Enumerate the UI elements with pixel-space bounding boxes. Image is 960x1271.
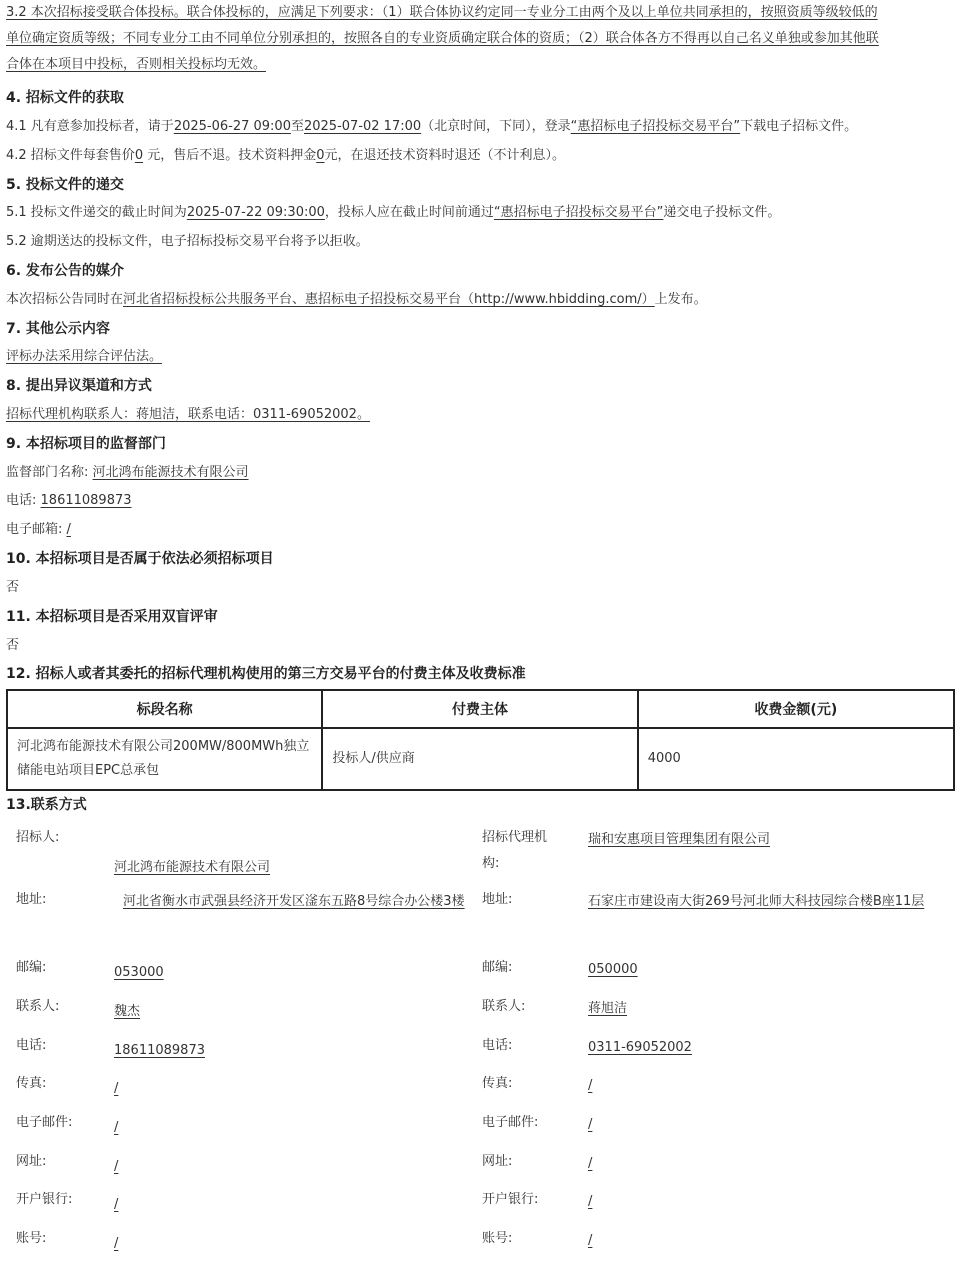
media-link[interactable]: 河北省招标投标公共服务平台、惠招标电子招投标交易平台（http://www.hbidding.com/） <box>123 292 655 307</box>
owner-address-label: 地址: <box>16 892 47 907</box>
section-5-2: 5.2 逾期送达的投标文件，电子招标投标交易平台将予以拒收。 <box>6 234 369 249</box>
agent-email-value: / <box>588 1117 593 1132</box>
text: 元，售后不退。技术资料押金 <box>143 148 317 163</box>
section-7-heading: 7. 其他公示内容 <box>6 321 110 337</box>
agent-fax-label: 传真: <box>482 1076 513 1091</box>
owner-bank-label: 开户银行: <box>16 1192 73 1207</box>
agent-email-label: 电子邮件: <box>482 1115 539 1130</box>
section-11-answer: 否 <box>6 638 20 653</box>
section-3-2 <box>6 0 952 78</box>
section-4-heading: 4. 招标文件的获取 <box>6 90 124 106</box>
section-3-2-line-1: 3.2 本次招标接受联合体投标。联合体投标的，应满足下列要求：（1）联合体协议约定同一专业分工由两个及以上单位共同承担的，按照资质等级较低的 <box>6 5 878 20</box>
text: 4.1 凡有意参加投标者，请于 <box>6 119 174 134</box>
agent-value: 瑞和安惠项目管理集团有限公司 <box>588 832 771 847</box>
section-8-text: 招标代理机构联系人：蒋旭洁，联系电话：0311-69052002。 <box>6 407 370 422</box>
owner-fax-value: / <box>114 1081 119 1096</box>
owner-website-label: 网址: <box>16 1154 47 1169</box>
owner-phone-value: 18611089873 <box>114 1043 205 1058</box>
supervisor-email-value: / <box>66 522 71 537</box>
agent-address-label: 地址: <box>482 892 513 907</box>
owner-website-value: / <box>114 1159 119 1174</box>
agent-bank-label: 开户银行: <box>482 1192 539 1207</box>
agent-bank-value: / <box>588 1194 593 1209</box>
section-5-1 <box>6 202 780 224</box>
section-6-text <box>6 289 707 311</box>
supervisor-phone-value: 18611089873 <box>40 493 132 508</box>
document-price: 0 <box>134 148 144 163</box>
text: （北京时间，下同），登录 <box>421 119 571 134</box>
agent-zip-value: 050000 <box>588 962 638 977</box>
text: 5.1 投标文件递交的截止时间为 <box>6 205 187 220</box>
agent-label: 招标代理机构: <box>482 830 548 871</box>
column-header: 标段名称 <box>7 690 322 728</box>
section-4-1 <box>6 116 857 138</box>
owner-email-value: / <box>114 1120 119 1135</box>
owner-phone-label: 电话: <box>16 1038 47 1053</box>
text: ，投标人应在截止时间前通过 <box>324 205 494 220</box>
text: 至 <box>290 119 304 134</box>
text: 4.2 招标文件每套售价 <box>6 148 135 163</box>
table-cell: 河北鸿布能源技术有限公司200MW/800MWh独立储能电站项目EPC总承包 <box>7 728 322 790</box>
owner-email-label: 电子邮件: <box>16 1115 73 1130</box>
owner-value: 河北鸿布能源技术有限公司 <box>114 860 271 875</box>
text: 递交电子投标文件。 <box>663 205 781 220</box>
deposit: 0 <box>316 148 325 163</box>
agent-account-value: / <box>588 1233 593 1248</box>
section-6-heading: 6. 发布公告的媒介 <box>6 263 124 279</box>
owner-contact-value: 魏杰 <box>114 1004 141 1019</box>
agent-phone-label: 电话: <box>482 1038 513 1053</box>
deadline: 2025-07-22 09:30:00 <box>186 205 325 220</box>
column-header: 付费主体 <box>322 690 637 728</box>
agent-account-label: 账号: <box>482 1231 513 1246</box>
column-header: 收费金额(元) <box>638 690 954 728</box>
label: 电子邮箱: <box>6 522 63 537</box>
start-time: 2025-06-27 09:00 <box>173 119 291 134</box>
supervisor-dept <box>6 462 249 484</box>
supervisor-phone <box>6 490 132 512</box>
agent-contact-value: 蒋旭洁 <box>588 1001 628 1016</box>
table-row <box>7 728 954 790</box>
supervisor-email <box>6 519 71 541</box>
agent-website-value: / <box>588 1156 593 1171</box>
section-11-heading: 11. 本招标项目是否采用双盲评审 <box>6 609 218 625</box>
text: 上发布。 <box>654 292 707 307</box>
owner-address-value: 河北省衡水市武强县经济开发区滏东五路8号综合办公楼3楼 <box>123 894 465 909</box>
platform-link[interactable]: “惠招标电子招投标交易平台” <box>570 119 741 134</box>
section-10-answer: 否 <box>6 580 20 595</box>
owner-account-label: 账号: <box>16 1231 47 1246</box>
section-4-2 <box>6 145 565 167</box>
platform-link[interactable]: “惠招标电子招投标交易平台” <box>493 205 664 220</box>
section-5-heading: 5. 投标文件的递交 <box>6 177 124 193</box>
agent-zip-label: 邮编: <box>482 960 513 975</box>
text: 下载电子招标文件。 <box>740 119 858 134</box>
section-8-heading: 8. 提出异议渠道和方式 <box>6 378 152 394</box>
owner-fax-label: 传真: <box>16 1076 47 1091</box>
owner-bank-value: / <box>114 1197 119 1212</box>
fee-table <box>6 689 955 791</box>
table-cell: 4000 <box>638 728 954 790</box>
agent-fax-value: / <box>588 1078 593 1093</box>
owner-label: 招标人: <box>16 830 60 845</box>
supervisor-dept-value: 河北鸿布能源技术有限公司 <box>92 465 249 480</box>
agent-contact-label: 联系人: <box>482 999 526 1014</box>
agent-address-value: 石家庄市建设南大街269号河北师大科技园综合楼B座11层 <box>588 894 925 909</box>
section-7-text: 评标办法采用综合评估法。 <box>6 349 163 364</box>
section-10-heading: 10. 本招标项目是否属于依法必须招标项目 <box>6 551 274 567</box>
agent-phone-value: 0311-69052002 <box>588 1040 692 1055</box>
section-13-heading: 13.联系方式 <box>6 797 87 813</box>
table-cell: 投标人/供应商 <box>322 728 637 790</box>
label: 监督部门名称: <box>6 465 89 480</box>
section-3-2-line-3: 合体在本项目中投标，否则相关投标均无效。 <box>6 57 267 72</box>
owner-account-value: / <box>114 1236 119 1251</box>
text: 元，在退还技术资料时退还（不计利息）。 <box>324 148 566 163</box>
text: 本次招标公告同时在 <box>6 292 124 307</box>
owner-zip-value: 053000 <box>114 965 164 980</box>
owner-contact-label: 联系人: <box>16 999 60 1014</box>
label: 电话: <box>6 493 37 508</box>
section-9-heading: 9. 本招标项目的监督部门 <box>6 436 166 452</box>
section-3-2-line-2: 单位确定资质等级；不同专业分工由不同单位分别承担的，按照各自的专业资质确定联合体的资质；（2）联合体各方不得再以自己名义单独或参加其他联 <box>6 31 879 46</box>
end-time: 2025-07-02 17:00 <box>303 119 422 134</box>
agent-website-label: 网址: <box>482 1154 513 1169</box>
owner-zip-label: 邮编: <box>16 960 47 975</box>
fee-table-header <box>7 690 954 728</box>
section-12-heading: 12. 招标人或者其委托的招标代理机构使用的第三方交易平台的付费主体及收费标准 <box>6 666 526 682</box>
